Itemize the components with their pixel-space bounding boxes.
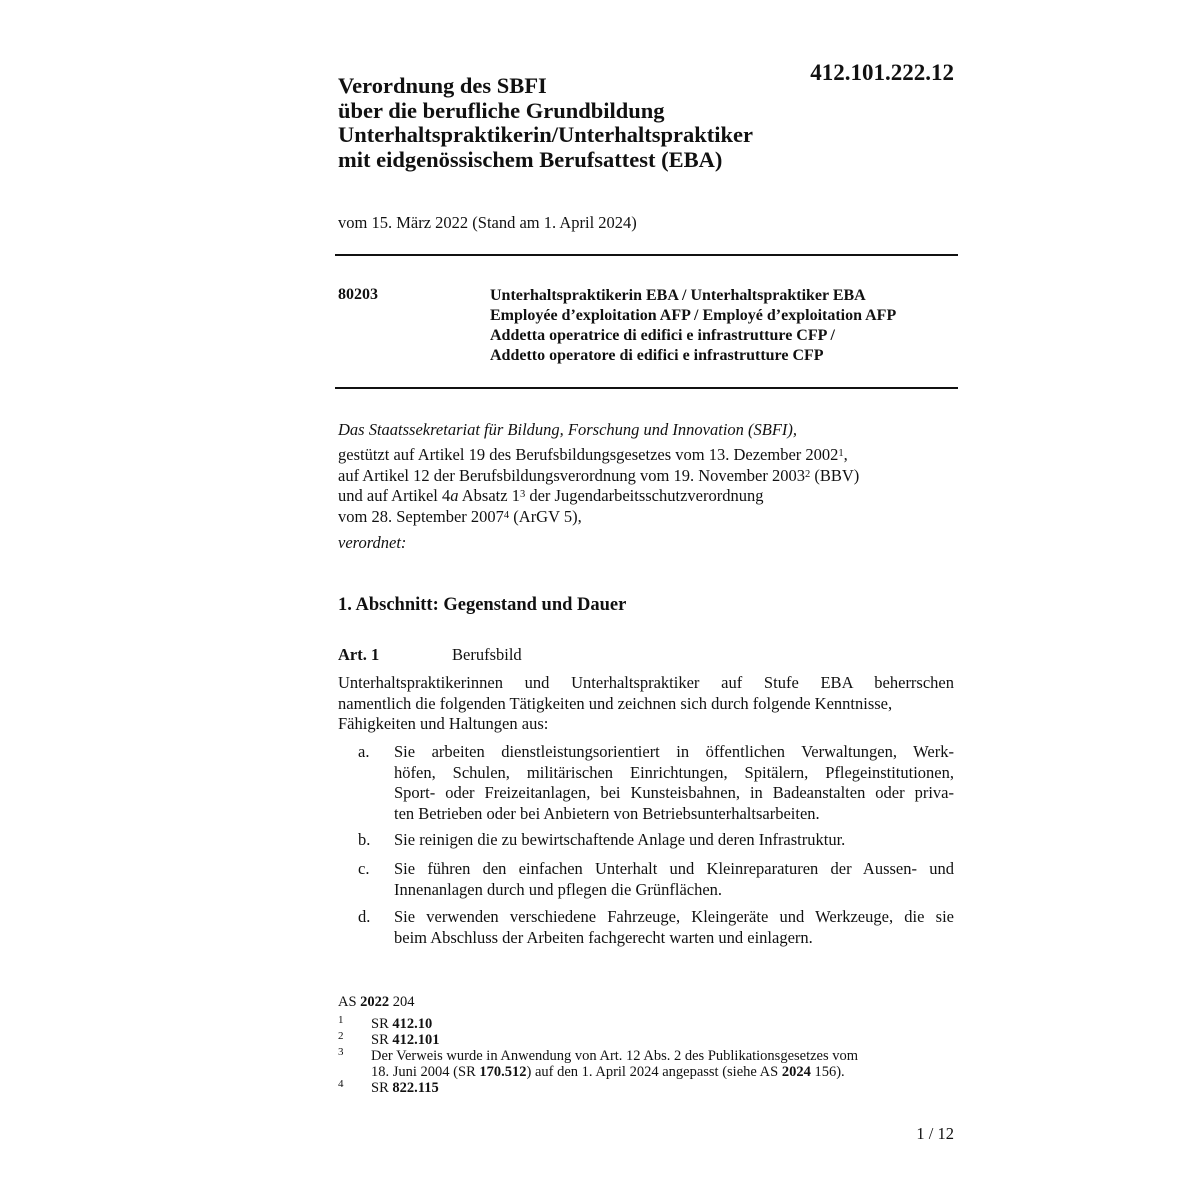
document-title: [338, 74, 818, 172]
article-title: Berufsbild: [452, 645, 522, 664]
decrees: verordnet:: [338, 533, 407, 552]
sr-number: 412.101.222.12: [810, 60, 954, 85]
basis-line: vom 28. September 2007$^4$ (ArGV 5),: [338, 506, 582, 526]
divider: [335, 387, 958, 389]
intro-line: Fähigkeiten und Haltungen aus:: [338, 714, 549, 733]
list-letter: b.: [358, 830, 371, 849]
intro-line: namentlich die folgenden Tätigkeiten und zeichnen sich durch folgende Kenntnisse,: [338, 693, 893, 713]
document-date: vom 15. März 2022 (Stand am 1. April 2024): [338, 213, 637, 232]
issuer: Das Staatssekretariat für Bildung, Forschung und Innovation (SBFI),: [338, 420, 798, 439]
article-number: Art. 1: [338, 645, 380, 664]
footnote-number: 1: [338, 1014, 344, 1026]
list-letter: c.: [358, 859, 370, 878]
title-line: über die berufliche Grundbildung: [338, 97, 665, 123]
list-item: b. Sie reinigen die zu bewirtschaftende Anlage und deren Infrastruktur.: [358, 830, 846, 849]
basis-line: auf Artikel 12 der Berufsbildungsverordnung vom 19. November 2003$^2$ (BBV): [338, 465, 860, 485]
list-item: a. Sie arbeiten dienstleistungsorientiert in öffentlichen Verwaltungen, Werk- höfen, Schulen, militärischen Einrichtungen, Spitälern, Pflegeinstitutionen, Sport- oder Freizeitanlagen, bei Kunsteisbahnen, in Badeanstalten oder priva- ten Betrieben oder bei Anbietern von Betriebsunterhaltsarbeiten.: [358, 742, 954, 823]
title-line: Unterhaltspraktikerin/Unterhaltspraktiker: [338, 122, 753, 147]
profession-code: 80203: [338, 286, 378, 303]
page-number: 1 / 12: [916, 1124, 954, 1143]
footnote-number: 2: [338, 1030, 344, 1042]
basis-line: und auf Artikel 4a Absatz $1^3$ der Jugendarbeitsschutzverordnung: [338, 486, 764, 505]
profession-name-line: Addetto operatore di edifici e infrastrutture CFP: [490, 347, 824, 364]
list-item: d. Sie verwenden verschiedene Fahrzeuge, Kleingeräte und Werkzeuge, die sie beim Abschluss der Arbeiten fachgerecht warten und einlagern.: [358, 907, 954, 947]
article-intro: [338, 673, 954, 735]
legal-basis: [338, 445, 859, 527]
list-letter: a.: [358, 742, 370, 761]
divider: [335, 254, 958, 256]
footnote-ref[interactable]: 3: [519, 489, 526, 500]
official-compilation-ref: AS 2022 204: [338, 994, 415, 1010]
profession-name-line: Employée d’exploitation AFP / Employé d’exploitation AFP: [490, 307, 897, 324]
profession-name-line: Addetta operatrice di edifici e infrastrutture CFP /: [490, 327, 835, 344]
title-line: Verordnung des SBFI: [338, 73, 547, 98]
title-line: mit eidgenössischem Berufsattest (EBA): [338, 146, 723, 172]
footnote-ref[interactable]: 2: [804, 468, 811, 480]
intro-line: Unterhaltspraktikerinnen und Unterhaltspraktiker auf Stufe EBA beherrschen: [338, 673, 954, 692]
profession-names: [490, 286, 896, 366]
profession-name-line: Unterhaltspraktikerin EBA / Unterhaltspraktiker EBA: [490, 287, 866, 304]
footnote-number: 3: [338, 1046, 344, 1058]
section-heading: 1. Abschnitt: Gegenstand und Dauer: [338, 595, 627, 615]
footnote-ref[interactable]: 4: [503, 509, 510, 521]
list-letter: d.: [358, 907, 371, 926]
list-item: c. Sie führen den einfachen Unterhalt und Kleinreparaturen der Aussen- und Innenanlagen durch und pflegen die Grünflächen.: [358, 859, 954, 899]
basis-line: gestützt auf Artikel 19 des Berufsbildungsgesetzes vom 13. Dezember 2002$^1$,: [338, 445, 848, 464]
footnote-number: 4: [338, 1078, 344, 1090]
footnote-ref[interactable]: 1: [838, 448, 844, 459]
